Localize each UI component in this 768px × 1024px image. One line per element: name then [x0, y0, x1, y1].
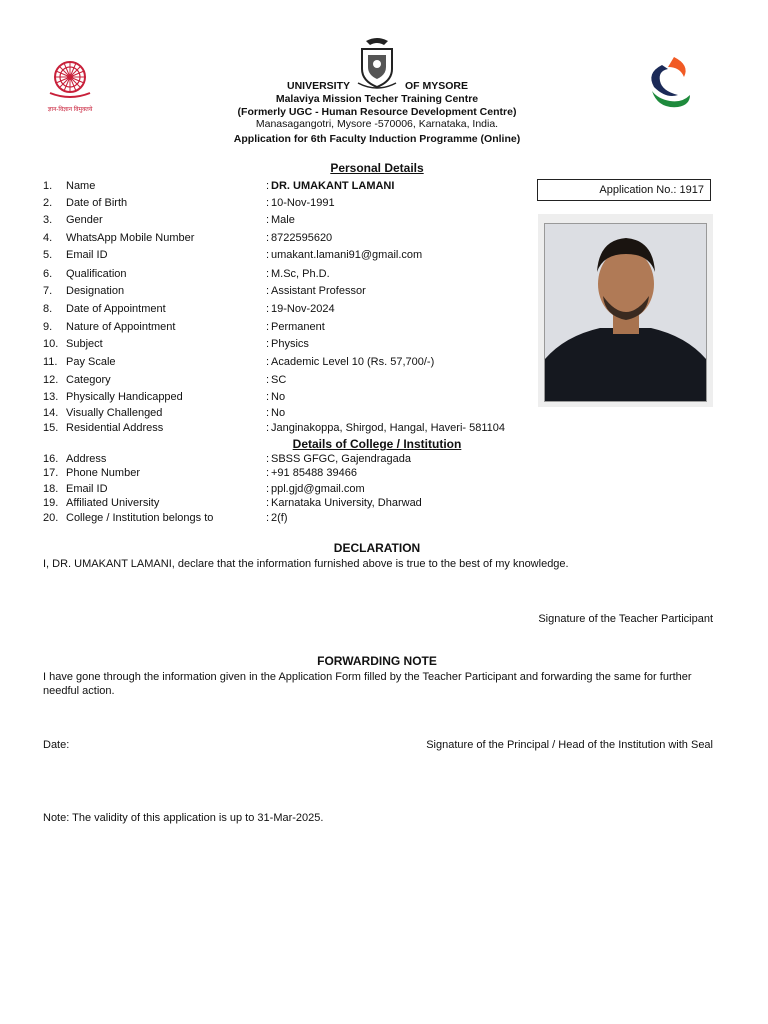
row-number: 10. [43, 338, 59, 350]
row-colon: : [266, 512, 270, 524]
row-colon: : [266, 232, 270, 244]
detail-row-college-phone [0, 466, 560, 481]
detail-row-residential-address [0, 421, 560, 436]
detail-row-qualification [0, 267, 560, 282]
detail-row-whatsapp [0, 231, 560, 246]
row-value: Permanent [271, 321, 325, 333]
row-value: No [271, 407, 286, 419]
row-label: WhatsApp Mobile Number [66, 232, 195, 244]
row-label: Phone Number [66, 467, 140, 479]
row-number: 11. [43, 356, 58, 368]
row-value: 19-Nov-2024 [271, 303, 335, 315]
row-number: 8. [43, 303, 53, 315]
row-colon: : [266, 374, 270, 386]
university-emblem [354, 35, 400, 91]
row-value: SBSS GFGC, Gajendragada [271, 453, 412, 465]
row-value: umakant.lamani91@gmail.com [271, 249, 423, 261]
row-value: Janginakoppa, Shirgod, Hangal, Haveri- 581104 [271, 422, 506, 434]
row-colon: : [266, 303, 270, 315]
row-label: Subject [66, 338, 103, 350]
row-number: 15. [43, 422, 59, 434]
row-number: 16. [43, 453, 59, 465]
row-number: 19. [43, 497, 59, 509]
detail-row-email [0, 248, 560, 263]
row-label: Address [66, 453, 107, 465]
declaration-title: DECLARATION [333, 541, 421, 555]
row-value: Assistant Professor [271, 285, 366, 297]
row-number: 1. [43, 180, 53, 192]
row-number: 17. [43, 467, 59, 479]
detail-row-visually-challenged [0, 406, 560, 421]
row-value: No [271, 391, 286, 403]
row-label: College / Institution belongs to [66, 512, 214, 524]
row-number: 6. [43, 268, 53, 280]
teacher-signature-label: Signature of the Teacher Participant [538, 613, 713, 625]
detail-row-college-email [0, 482, 560, 497]
row-colon: : [266, 338, 270, 350]
detail-row-appointment-nature [0, 320, 560, 335]
row-label: Email ID [66, 249, 108, 261]
row-value: 8722595620 [271, 232, 333, 244]
crest-icon [354, 35, 400, 91]
row-value: ppl.gjd@gmail.com [271, 483, 365, 495]
row-value: Karnataka University, Dharwad [271, 497, 422, 509]
row-number: 3. [43, 214, 53, 226]
validity-note: Note: The validity of this application is up to 31-Mar-2025. [43, 812, 324, 824]
university-name-left: UNIVERSITY [287, 80, 351, 92]
principal-signature-label: Signature of the Principal / Head of the Institution with Seal [426, 739, 713, 751]
row-value: +91 85488 39466 [271, 467, 357, 479]
detail-row-institution-belongs-to [0, 511, 560, 526]
row-label: Email ID [66, 483, 108, 495]
application-number: Application No.: 1917 [599, 184, 704, 196]
row-label: Nature of Appointment [66, 321, 176, 333]
ugc-logo-caption: ज्ञान-विज्ञान विमुक्तये [47, 107, 93, 113]
personal-details-title: Personal Details [330, 161, 424, 175]
detail-row-physically-handicapped [0, 390, 560, 405]
row-number: 18. [43, 483, 59, 495]
detail-row-subject [0, 337, 560, 352]
row-colon: : [266, 214, 270, 226]
detail-row-affiliated-university [0, 496, 560, 511]
declaration-text: I, DR. UMAKANT LAMANI, declare that the information furnished above is true to the best of my knowledge. [43, 558, 569, 570]
applicant-photo-frame [538, 214, 713, 407]
university-name-right: OF MYSORE [405, 80, 469, 92]
row-number: 12. [43, 374, 59, 386]
detail-row-college-address [0, 452, 560, 467]
forwarding-note-title: FORWARDING NOTE [317, 654, 437, 668]
row-number: 14. [43, 407, 59, 419]
row-colon: : [266, 321, 270, 333]
detail-row-designation [0, 284, 560, 299]
row-value: M.Sc, Ph.D. [271, 268, 330, 280]
row-label: Category [66, 374, 111, 386]
row-value: 10-Nov-1991 [271, 197, 335, 209]
detail-row-appointment-date [0, 302, 560, 317]
row-label: Pay Scale [66, 356, 116, 368]
row-value: SC [271, 374, 287, 386]
row-label: Date of Appointment [66, 303, 166, 315]
row-colon: : [266, 391, 270, 403]
row-colon: : [266, 285, 270, 297]
row-colon: : [266, 356, 270, 368]
row-colon: : [266, 467, 270, 479]
programme-title: Application for 6th Faculty Induction Programme (Online) [233, 133, 521, 145]
row-colon: : [266, 407, 270, 419]
row-colon: : [266, 268, 270, 280]
row-number: 5. [43, 249, 53, 261]
application-number-box [537, 179, 711, 201]
centre-address: Manasagangotri, Mysore -570006, Karnataka, India. [255, 118, 499, 130]
person-photo-icon [545, 224, 706, 401]
row-value: 2(f) [271, 512, 288, 524]
college-details-title: Details of College / Institution [292, 437, 462, 451]
row-label: Date of Birth [66, 197, 128, 209]
row-value: Academic Level 10 (Rs. 57,700/-) [271, 356, 435, 368]
row-label: Visually Challenged [66, 407, 163, 419]
applicant-photo [544, 223, 707, 402]
formerly-name: (Formerly UGC - Human Resource Development Centre) [237, 106, 517, 118]
centre-name: Malaviya Mission Techer Training Centre [275, 93, 479, 105]
detail-row-name [0, 179, 560, 194]
row-label: Name [66, 180, 96, 192]
row-colon: : [266, 497, 270, 509]
row-number: 2. [43, 197, 53, 209]
row-label: Physically Handicapped [66, 391, 183, 403]
row-label: Qualification [66, 268, 127, 280]
row-label: Affiliated University [66, 497, 160, 509]
row-value: DR. UMAKANT LAMANI [271, 180, 395, 192]
row-number: 9. [43, 321, 53, 333]
row-value: Physics [271, 338, 309, 350]
row-colon: : [266, 422, 270, 434]
detail-row-dob [0, 196, 560, 211]
row-number: 20. [43, 512, 59, 524]
row-number: 13. [43, 391, 59, 403]
row-colon: : [266, 197, 270, 209]
row-value: Male [271, 214, 295, 226]
detail-row-category [0, 373, 560, 388]
row-colon: : [266, 180, 270, 192]
date-label: Date: [43, 739, 70, 751]
row-number: 7. [43, 285, 53, 297]
detail-row-pay-scale [0, 355, 560, 370]
row-colon: : [266, 483, 270, 495]
row-number: 4. [43, 232, 53, 244]
forwarding-note-text: I have gone through the information given in the Application Form filled by the Teacher Participant and forwarding the same for further needful action. [43, 671, 692, 697]
row-label: Gender [66, 214, 103, 226]
row-label: Designation [66, 285, 125, 297]
detail-row-gender [0, 213, 560, 228]
row-colon: : [266, 453, 270, 465]
row-label: Residential Address [66, 422, 164, 434]
row-colon: : [266, 249, 270, 261]
